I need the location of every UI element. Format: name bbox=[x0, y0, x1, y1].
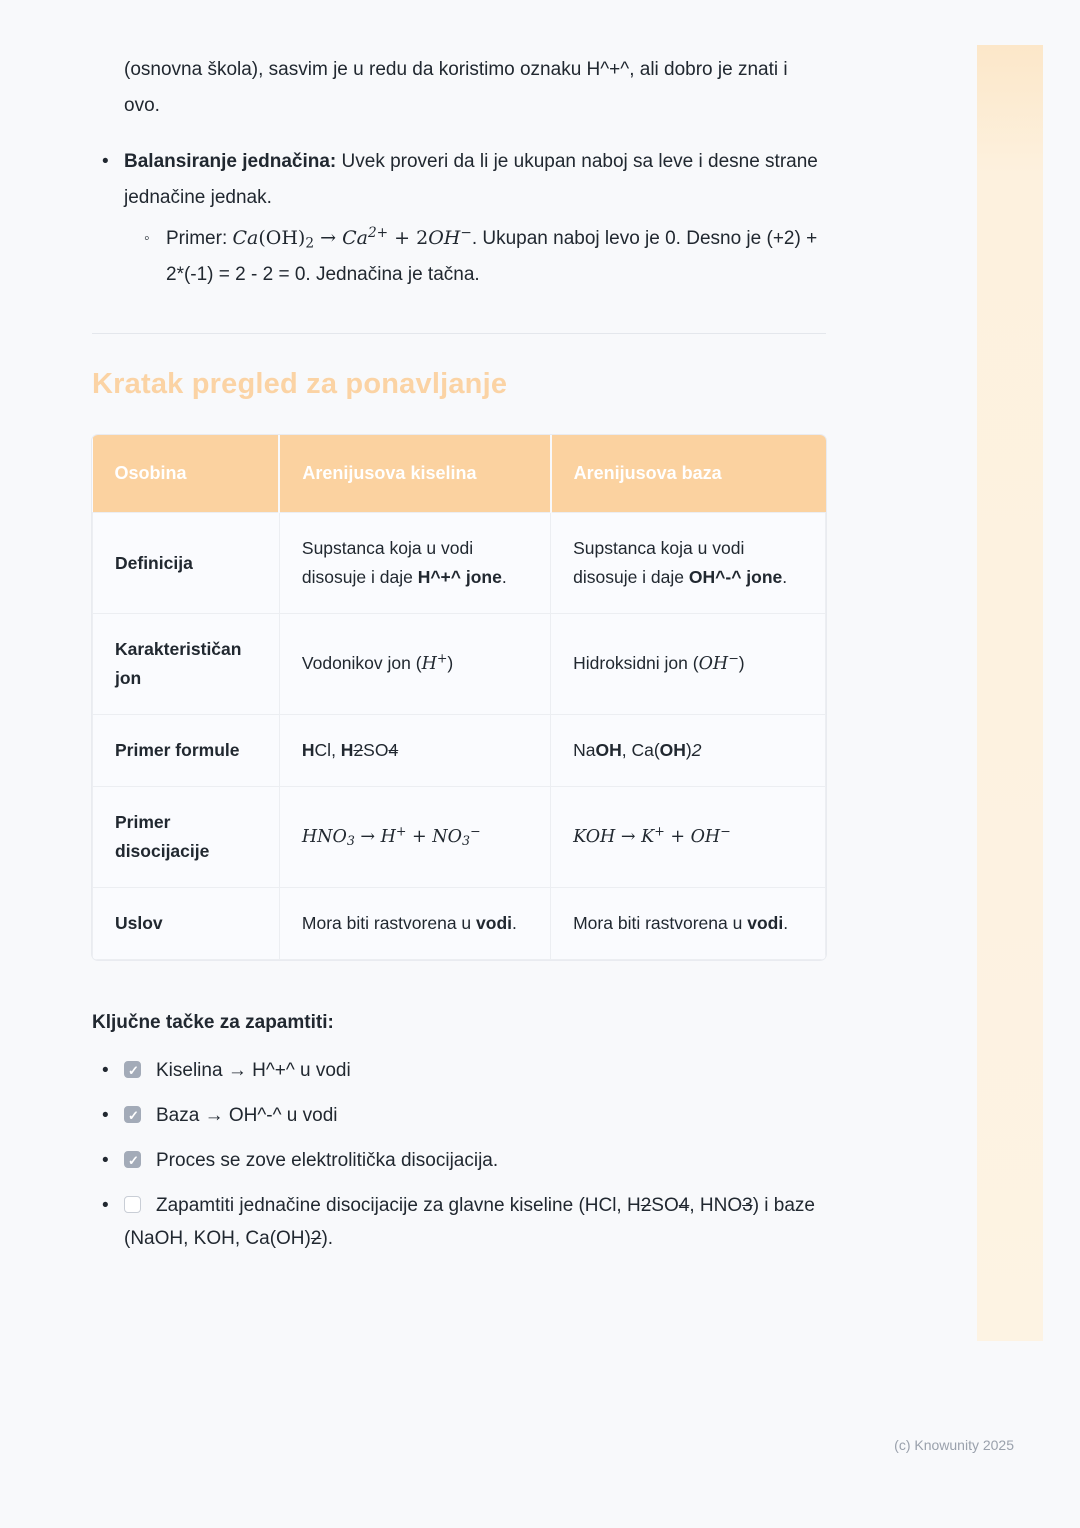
bullet-marker-icon bbox=[102, 1189, 124, 1255]
bullet-item-balansiranje bbox=[102, 144, 826, 216]
table-cell: Uslov bbox=[93, 888, 280, 960]
table-cell: NaOH, Ca(OH)2 bbox=[551, 715, 826, 787]
checklist-item-text: Zapamtiti jednačine disocijacije za glavne kiseline (HCl, H2SO4, HNO3) i baze (NaOH, KOH, Ca(OH)2). bbox=[124, 1195, 815, 1249]
checkbox-checked-icon[interactable] bbox=[124, 1106, 141, 1123]
footer-credit: (c) Knowunity 2025 bbox=[894, 1437, 1014, 1453]
checklist-item-text: Baza → OH^-^ u vodi bbox=[156, 1105, 338, 1126]
table-cell: Karakterističan jon bbox=[93, 614, 280, 715]
checklist-item-text: Kiselina → H^+^ u vodi bbox=[156, 1060, 351, 1081]
table-cell: KOH → K+ + OH− bbox=[551, 787, 826, 888]
checkbox-checked-icon[interactable] bbox=[124, 1151, 141, 1168]
checklist bbox=[92, 1054, 826, 1255]
bullet-marker-icon bbox=[102, 1054, 124, 1087]
bullet-marker-icon bbox=[102, 1099, 124, 1132]
checklist-item-zapamtiti bbox=[102, 1189, 826, 1255]
checkbox-checked-icon[interactable] bbox=[124, 1061, 141, 1078]
page-edge-accent bbox=[977, 45, 1043, 1341]
table-row-primer-disocijacije bbox=[93, 787, 826, 888]
checklist-item-disocijacija bbox=[102, 1144, 826, 1177]
table-cell: Hidroksidni jon (OH−) bbox=[551, 614, 826, 715]
checklist-item-baza bbox=[102, 1099, 826, 1132]
table-row-uslov bbox=[93, 888, 826, 960]
table-header-kiselina: Arenijusova kiselina bbox=[279, 435, 550, 513]
table-header-row bbox=[93, 435, 826, 513]
section-title: Kratak pregled za ponavljanje bbox=[92, 368, 508, 400]
review-table bbox=[92, 435, 826, 960]
table-cell: Supstanca koja u vodi disosuje i daje H^+^ jone. bbox=[279, 513, 550, 614]
circle-marker-icon bbox=[144, 220, 166, 293]
table-row-karakteristican-jon bbox=[93, 614, 826, 715]
table-cell: Definicija bbox=[93, 513, 280, 614]
checklist-item-kiselina bbox=[102, 1054, 826, 1087]
table-header-osobina: Osobina bbox=[93, 435, 280, 513]
table-row-definicija bbox=[93, 513, 826, 614]
table-row-primer-formule bbox=[93, 715, 826, 787]
table-cell: HCl, H2SO4 bbox=[279, 715, 550, 787]
bullet-marker-icon bbox=[102, 144, 124, 216]
section-divider bbox=[92, 333, 826, 334]
sub-bullet-primer bbox=[144, 220, 826, 293]
table-cell: $HNO_3 \to H^+ + NO_3^-$ bbox=[279, 787, 550, 888]
checkbox-unchecked-icon[interactable] bbox=[124, 1196, 141, 1213]
document-page bbox=[92, 0, 826, 1255]
sub-bullet-text: Primer: $Ca(OH)_2 \to Ca^{2+} + 2OH^-$. Ukupan naboj levo je 0. Desno je (+2) + 2*(-1) = 2 - 2 = 0. Jednačina je tačna. bbox=[166, 225, 818, 285]
table-cell: Supstanca koja u vodi disosuje i daje OH^-^ jone. bbox=[551, 513, 826, 614]
table-header-baza: Arenijusova baza bbox=[551, 435, 826, 513]
bullet-text: Balansiranje jednačina: Uvek proveri da li je ukupan naboj sa leve i desne strane jednačine jednak. bbox=[124, 151, 818, 208]
table-cell: Mora biti rastvorena u vodi. bbox=[551, 888, 826, 960]
intro-paragraph: (osnovna škola), sasvim je u redu da koristimo oznaku H^+^, ali dobro je znati i ovo. bbox=[124, 59, 788, 116]
key-points-title: Ključne tačke za zapamtiti: bbox=[92, 1012, 334, 1033]
checklist-item-text: Proces se zove elektrolitička disocijacija. bbox=[156, 1150, 499, 1171]
table-cell: Primer disocijacije bbox=[93, 787, 280, 888]
table-cell: Mora biti rastvorena u vodi. bbox=[279, 888, 550, 960]
table-cell: Vodonikov jon (H+) bbox=[279, 614, 550, 715]
bullet-marker-icon bbox=[102, 1144, 124, 1177]
table-cell: Primer formule bbox=[93, 715, 280, 787]
